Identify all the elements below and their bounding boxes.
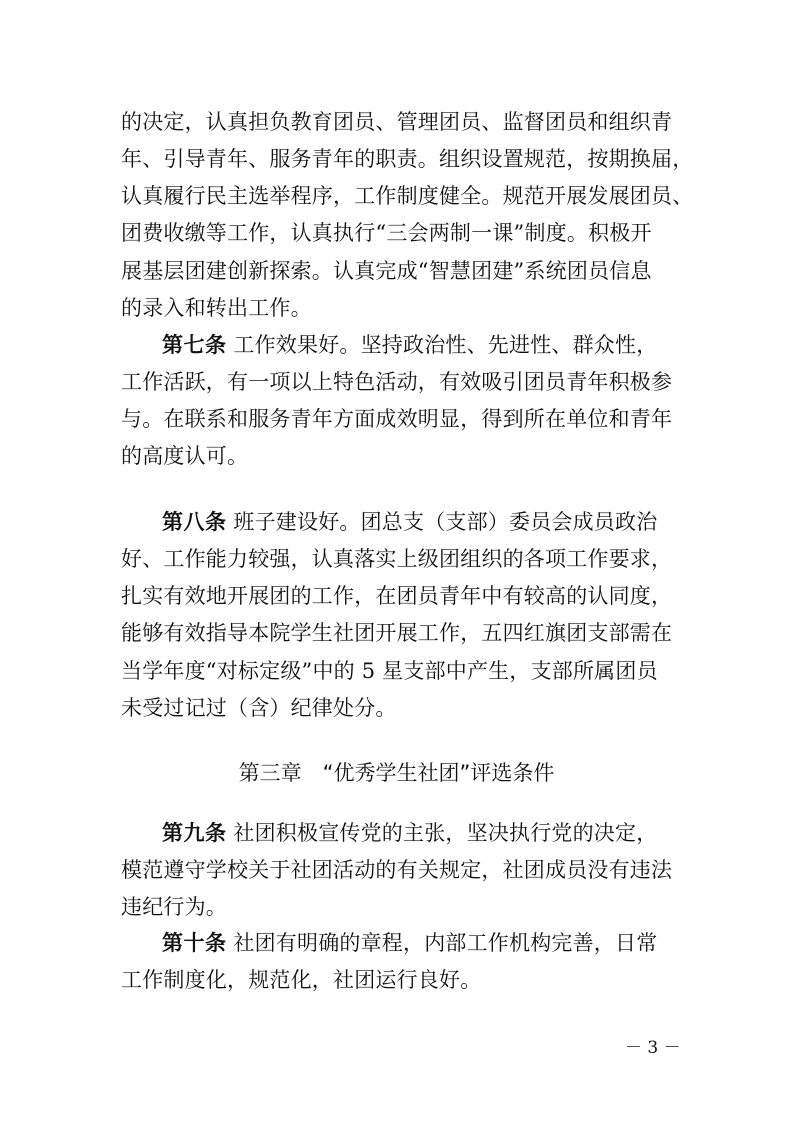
paragraph-line: 好、工作能力较强，认真落实上级团组织的各项工作要求， bbox=[121, 547, 673, 571]
chapter-heading: 第三章 “优秀学生社团”评选条件 bbox=[238, 761, 555, 785]
paragraph-line: 的录入和转出工作。 bbox=[121, 296, 312, 320]
paragraph-line: 认真履行民主选举程序，工作制度健全。规范开展发展团员、 bbox=[121, 184, 694, 208]
paragraph-line: 展基层团建创新探索。认真完成“智慧团建”系统团员信息 bbox=[121, 259, 652, 283]
article-7-label: 第七条 bbox=[162, 333, 227, 357]
paragraph-line: 与。在联系和服务青年方面成效明显，得到所在单位和青年 bbox=[121, 407, 673, 431]
article-9-first-line bbox=[162, 820, 657, 846]
paragraph-line: 能够有效指导本院学生社团开展工作，五四红旗团支部需在 bbox=[121, 621, 673, 645]
paragraph-line: 的决定，认真担负教育团员、管理团员、监督团员和组织青 bbox=[121, 110, 673, 134]
article-8-text: 班子建设好。团总支（支部）委员会成员政治 bbox=[233, 510, 658, 534]
paragraph-line: 工作活跃，有一项以上特色活动，有效吸引团员青年积极参 bbox=[121, 370, 673, 394]
paragraph-line: 的高度认可。 bbox=[121, 444, 249, 468]
paragraph-line: 未受过记过（含）纪律处分。 bbox=[121, 696, 397, 720]
page-number: － 3 － bbox=[625, 1038, 681, 1058]
article-9-label: 第九条 bbox=[162, 821, 227, 845]
paragraph-line: 当学年度“对标定级”中的 5 星支部中产生，支部所属团员 bbox=[121, 659, 658, 683]
article-7-first-line bbox=[162, 332, 657, 358]
article-10-label: 第十条 bbox=[162, 931, 227, 955]
article-10-text: 社团有明确的章程，内部工作机构完善，日常 bbox=[233, 931, 658, 955]
paragraph-line: 年、引导青年、服务青年的职责。组织设置规范，按期换届， bbox=[121, 147, 694, 171]
paragraph-line: 工作制度化，规范化，社团运行良好。 bbox=[121, 968, 482, 992]
paragraph-line: 违纪行为。 bbox=[121, 895, 227, 919]
paragraph-line: 扎实有效地开展团的工作，在团员青年中有较高的认同度， bbox=[121, 584, 673, 608]
article-10-first-line bbox=[162, 930, 657, 956]
paragraph-line: 模范遵守学校关于社团活动的有关规定，社团成员没有违法 bbox=[121, 858, 673, 882]
article-8-label: 第八条 bbox=[162, 510, 227, 534]
paragraph-line: 团费收缴等工作，认真执行“三会两制一课”制度。积极开 bbox=[121, 221, 652, 245]
article-7-text: 工作效果好。坚持政治性、先进性、群众性， bbox=[233, 333, 658, 357]
article-8-first-line bbox=[162, 509, 657, 535]
article-9-text: 社团积极宣传党的主张，坚决执行党的决定， bbox=[233, 821, 658, 845]
